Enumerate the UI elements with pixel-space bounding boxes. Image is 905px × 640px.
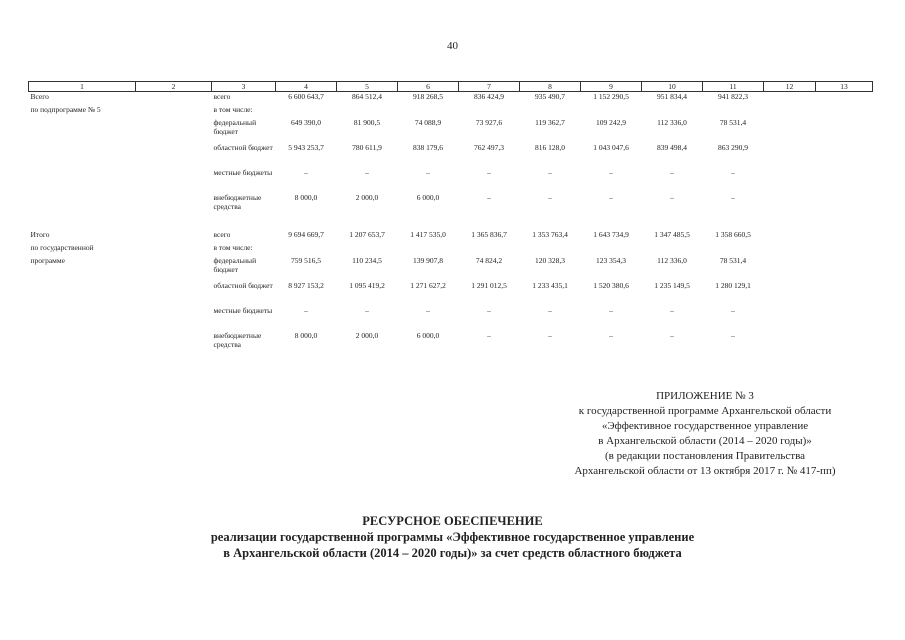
table-row (29, 105, 873, 118)
heading-title: РЕСУРСНОЕ ОБЕСПЕЧЕНИЕ (362, 514, 543, 528)
block-title-cell (29, 331, 136, 356)
table-row (29, 193, 873, 218)
amount-cell (581, 243, 642, 256)
amount-cell: 110 234,5 (352, 256, 382, 265)
amount-cell: 838 179,6 (413, 143, 443, 152)
empty-cell (136, 92, 212, 106)
heading-line: реализации государственной программы «Эффективное государственное управление (210, 530, 695, 544)
amount-cell: – (731, 168, 735, 177)
amount-cell: 864 512,4 (352, 92, 382, 101)
empty-cell (764, 331, 816, 356)
block-title-cell (29, 281, 136, 306)
table-row (29, 243, 873, 256)
amount-cell: – (426, 306, 430, 315)
amount-cell: 1 233 435,1 (532, 281, 568, 290)
appendix-note (540, 389, 870, 479)
empty-cell (136, 306, 212, 331)
empty-cell (816, 105, 873, 118)
amount-cell: 8 000,0 (294, 193, 318, 202)
amount-cell (337, 243, 398, 256)
amount-cell: 78 531,4 (719, 256, 747, 265)
amount-cell: – (670, 306, 674, 315)
amount-cell: 6 000,0 (416, 193, 440, 202)
column-number: 8 (520, 82, 581, 92)
amount-cell: 863 290,9 (718, 143, 748, 152)
amount-cell: – (487, 193, 491, 202)
amount-cell: 1 235 149,5 (654, 281, 690, 290)
amount-cell: 816 128,0 (535, 143, 565, 152)
empty-cell (816, 143, 873, 168)
empty-cell (764, 193, 816, 218)
amount-cell (276, 243, 337, 256)
amount-cell: – (548, 306, 552, 315)
table-body (29, 92, 873, 357)
amount-cell: – (304, 306, 308, 315)
block-title-cell: по государственной (30, 243, 94, 252)
funding-source-label: внебюджетные средства (213, 193, 262, 211)
amount-cell (459, 105, 520, 118)
amount-cell: 1 207 653,7 (349, 230, 385, 239)
amount-cell: 1 347 485,5 (654, 230, 690, 239)
amount-cell: – (731, 193, 735, 202)
amount-cell: 112 336,0 (657, 118, 687, 127)
table-row (29, 306, 873, 331)
amount-cell: 780 611,9 (352, 143, 382, 152)
empty-cell (136, 256, 212, 281)
amount-cell (398, 243, 459, 256)
empty-cell (816, 256, 873, 281)
empty-cell (816, 281, 873, 306)
funding-source-label: областной бюджет (213, 281, 273, 290)
amount-cell (520, 105, 581, 118)
amount-cell: 649 390,0 (291, 118, 321, 127)
column-number: 1 (29, 82, 136, 92)
empty-cell (764, 92, 816, 106)
table-row (29, 143, 873, 168)
funding-source-label: местные бюджеты (213, 306, 273, 315)
amount-cell: 8 927 153,2 (288, 281, 324, 290)
amount-cell: 2 000,0 (355, 193, 379, 202)
amount-cell: 78 531,4 (719, 118, 747, 127)
appendix-line: «Эффективное государственное управление (601, 420, 809, 432)
funding-source-label: областной бюджет (213, 143, 273, 152)
empty-cell (764, 230, 816, 243)
empty-cell (764, 281, 816, 306)
empty-cell (136, 193, 212, 218)
amount-cell: 762 497,3 (474, 143, 504, 152)
funding-source-label: всего (213, 92, 231, 101)
column-number: 3 (212, 82, 276, 92)
block-title-cell (29, 143, 136, 168)
amount-cell: – (548, 168, 552, 177)
column-number: 11 (703, 82, 764, 92)
empty-cell (136, 105, 212, 118)
empty-cell (764, 118, 816, 143)
table-row (29, 118, 873, 143)
amount-cell: – (365, 168, 369, 177)
block-title-cell (29, 118, 136, 143)
amount-cell: 759 516,5 (291, 256, 321, 265)
empty-cell (764, 168, 816, 193)
block-title-cell: по подпрограмме № 5 (30, 105, 101, 114)
amount-cell: 112 336,0 (657, 256, 687, 265)
column-number: 4 (276, 82, 337, 92)
resource-table (28, 81, 873, 356)
column-number-row (29, 82, 873, 92)
funding-source-label: федеральный бюджет (213, 118, 257, 136)
amount-cell: – (670, 193, 674, 202)
spacer-row (29, 218, 873, 230)
amount-cell (703, 243, 764, 256)
amount-cell: 120 328,3 (535, 256, 565, 265)
amount-cell: – (731, 331, 735, 340)
empty-cell (816, 306, 873, 331)
amount-cell: 918 268,5 (413, 92, 443, 101)
empty-cell (136, 230, 212, 243)
amount-cell: 1 417 535,0 (410, 230, 446, 239)
amount-cell: – (609, 193, 613, 202)
empty-cell (764, 105, 816, 118)
empty-cell (136, 143, 212, 168)
block-title-cell: Итого (30, 230, 50, 239)
column-number: 5 (337, 82, 398, 92)
table-row (29, 281, 873, 306)
amount-cell: 1 358 660,5 (715, 230, 751, 239)
amount-cell: 951 834,4 (657, 92, 687, 101)
amount-cell: 935 490,7 (535, 92, 565, 101)
column-number: 6 (398, 82, 459, 92)
amount-cell: – (731, 306, 735, 315)
empty-cell (764, 243, 816, 256)
amount-cell: – (670, 331, 674, 340)
amount-cell: 941 822,3 (718, 92, 748, 101)
document-heading (0, 513, 905, 561)
amount-cell: 1 271 627,2 (410, 281, 446, 290)
appendix-line: к государственной программе Архангельской области (578, 405, 832, 417)
empty-cell (136, 331, 212, 356)
amount-cell: 1 365 836,7 (471, 230, 507, 239)
column-number: 10 (642, 82, 703, 92)
amount-cell: – (609, 331, 613, 340)
empty-cell (816, 92, 873, 106)
amount-cell (337, 105, 398, 118)
amount-cell (581, 105, 642, 118)
amount-cell: 6 000,0 (416, 331, 440, 340)
amount-cell: 1 291 012,5 (471, 281, 507, 290)
appendix-line: в Архангельской области (2014 – 2020 годы)» (598, 435, 812, 447)
empty-cell (136, 243, 212, 256)
amount-cell: 74 088,9 (414, 118, 442, 127)
table-row (29, 230, 873, 243)
column-number: 2 (136, 82, 212, 92)
empty-cell (136, 281, 212, 306)
appendix-line: Архангельской области от 13 октября 2017 г. № 417-пп) (574, 465, 836, 477)
amount-cell: 1 353 763,4 (532, 230, 568, 239)
funding-source-label: федеральный бюджет (213, 256, 257, 274)
amount-cell: – (487, 331, 491, 340)
amount-cell: 836 424,9 (474, 92, 504, 101)
amount-cell (520, 243, 581, 256)
amount-cell: 6 600 643,7 (288, 92, 324, 101)
funding-source-label: местные бюджеты (213, 168, 273, 177)
amount-cell: – (609, 168, 613, 177)
block-title-cell (29, 306, 136, 331)
amount-cell: 1 043 047,6 (593, 143, 629, 152)
amount-cell (642, 105, 703, 118)
amount-cell: 1 152 290,5 (593, 92, 629, 101)
column-number: 9 (581, 82, 642, 92)
appendix-line: (в редакции постановления Правительства (604, 450, 806, 462)
amount-cell: 2 000,0 (355, 331, 379, 340)
funding-source-label: в том числе: (213, 105, 253, 114)
empty-cell (816, 243, 873, 256)
block-title-cell: программе (30, 256, 65, 265)
amount-cell: – (304, 168, 308, 177)
amount-cell (276, 105, 337, 118)
amount-cell: 1 095 419,2 (349, 281, 385, 290)
funding-source-label: всего (213, 230, 231, 239)
amount-cell: 839 498,4 (657, 143, 687, 152)
amount-cell: – (365, 306, 369, 315)
page-number: 40 (447, 40, 458, 52)
empty-cell (764, 256, 816, 281)
amount-cell: 139 907,8 (413, 256, 443, 265)
amount-cell: 109 242,9 (596, 118, 626, 127)
spacer-cell (29, 218, 873, 230)
amount-cell: 1 643 734,9 (593, 230, 629, 239)
block-title-cell: Всего (30, 92, 49, 101)
amount-cell: – (426, 168, 430, 177)
table-row (29, 168, 873, 193)
column-number: 7 (459, 82, 520, 92)
amount-cell: – (487, 168, 491, 177)
empty-cell (136, 118, 212, 143)
column-number: 12 (764, 82, 816, 92)
empty-cell (136, 168, 212, 193)
empty-cell (816, 193, 873, 218)
block-title-cell (29, 168, 136, 193)
amount-cell (703, 105, 764, 118)
amount-cell: 5 943 253,7 (288, 143, 324, 152)
amount-cell: 81 900,5 (353, 118, 381, 127)
amount-cell: 123 354,3 (596, 256, 626, 265)
amount-cell (398, 105, 459, 118)
amount-cell: 119 362,7 (535, 118, 565, 127)
amount-cell (459, 243, 520, 256)
table-row (29, 92, 873, 106)
appendix-title: ПРИЛОЖЕНИЕ № 3 (656, 390, 754, 402)
amount-cell: 74 824,2 (475, 256, 503, 265)
empty-cell (764, 143, 816, 168)
amount-cell: – (609, 306, 613, 315)
amount-cell: 8 000,0 (294, 331, 318, 340)
funding-source-label: в том числе: (213, 243, 253, 252)
table-row (29, 256, 873, 281)
amount-cell: 9 694 669,7 (288, 230, 324, 239)
empty-cell (764, 306, 816, 331)
empty-cell (816, 331, 873, 356)
amount-cell (642, 243, 703, 256)
block-title-cell (29, 193, 136, 218)
empty-cell (816, 168, 873, 193)
column-number: 13 (816, 82, 873, 92)
empty-cell (816, 230, 873, 243)
empty-cell (816, 118, 873, 143)
amount-cell: 1 280 129,1 (715, 281, 751, 290)
amount-cell: 73 927,6 (475, 118, 503, 127)
amount-cell: – (548, 193, 552, 202)
amount-cell: – (670, 168, 674, 177)
table-row (29, 331, 873, 356)
amount-cell: 1 520 380,6 (593, 281, 629, 290)
amount-cell: – (548, 331, 552, 340)
amount-cell: – (487, 306, 491, 315)
heading-line: в Архангельской области (2014 – 2020 годы)» за счет средств областного бюджета (223, 546, 682, 560)
funding-source-label: внебюджетные средства (213, 331, 262, 349)
